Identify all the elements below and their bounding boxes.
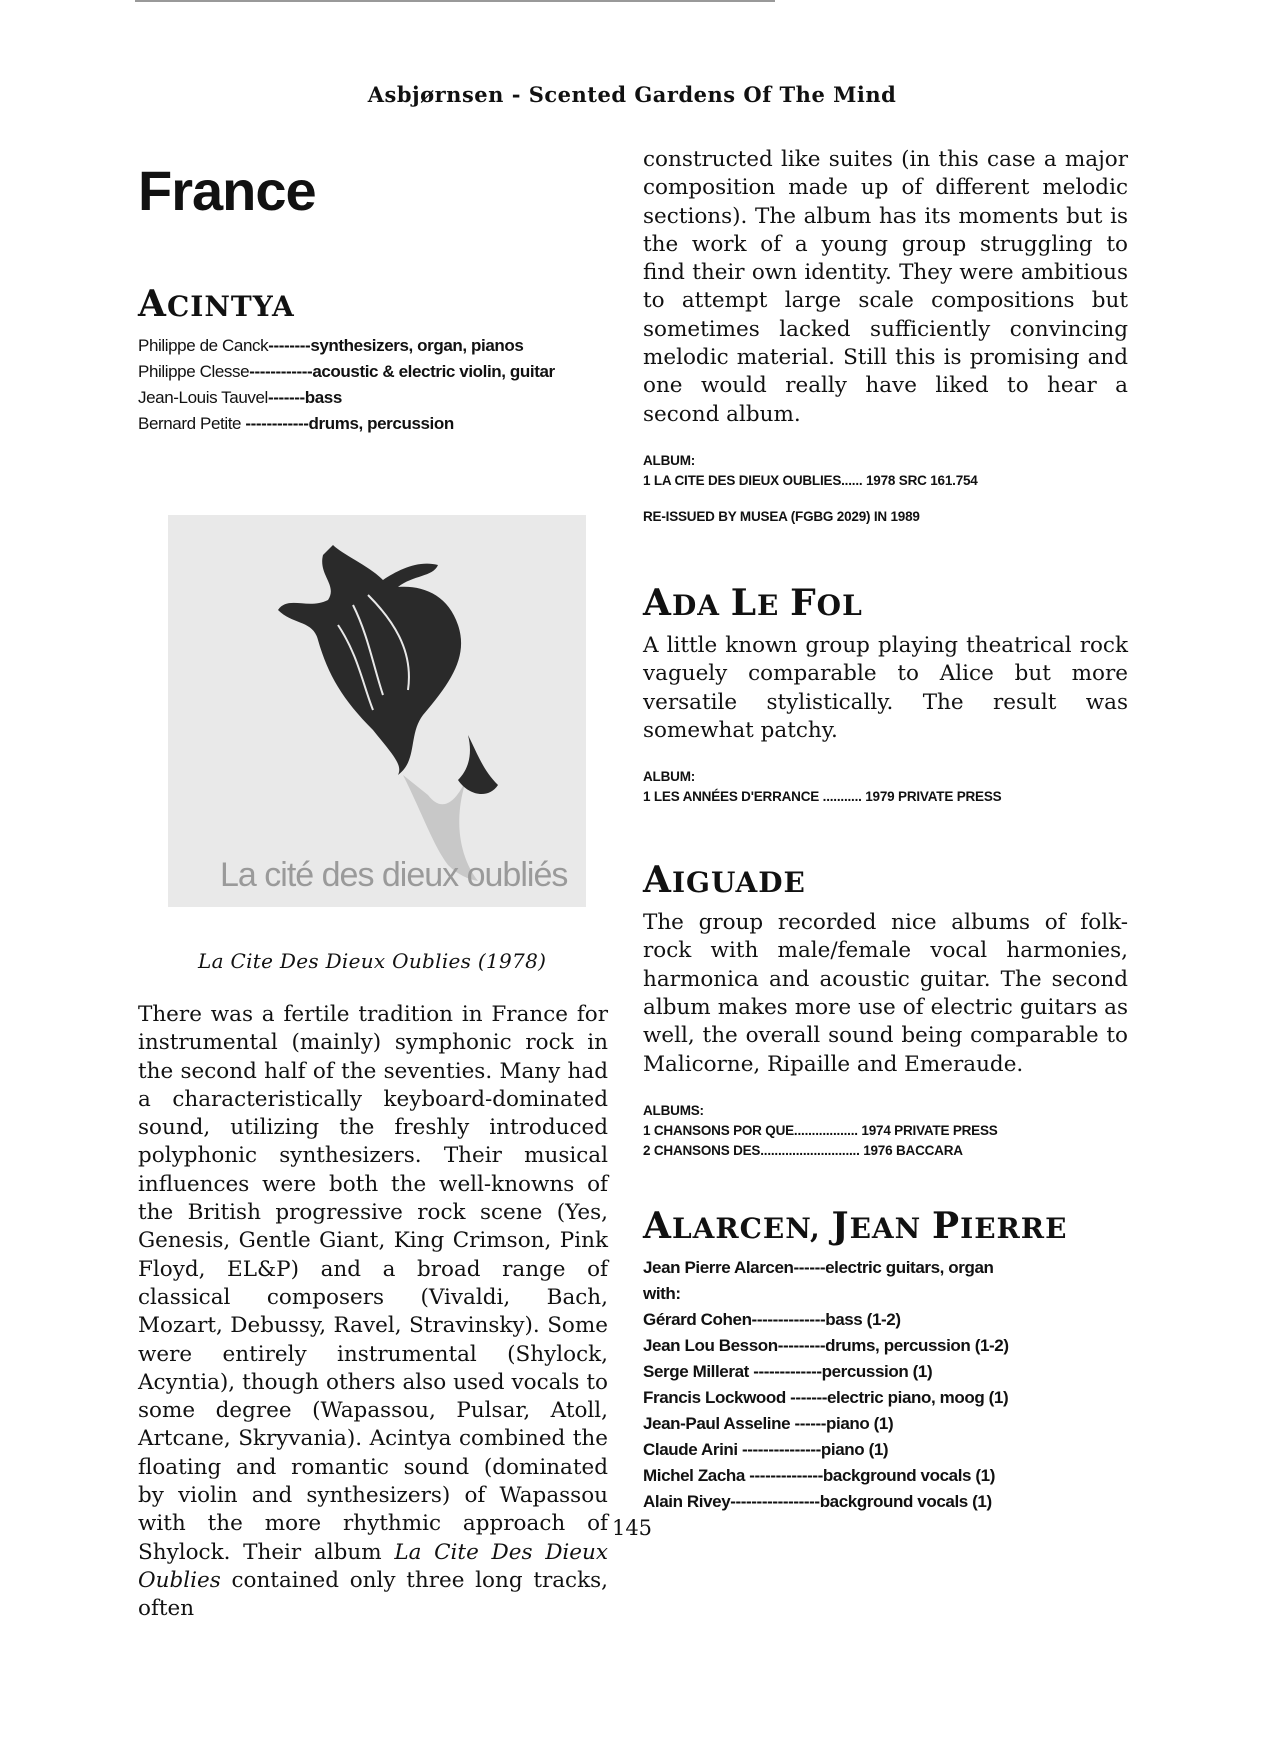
ada-le-fol-albums: ALBUM: 1 LES ANNÉES D'ERRANCE ........... 1979 PRIVATE PRESS: [643, 767, 1128, 807]
cover-title-text: La cité des dieux oubliés: [220, 856, 568, 894]
lineup-row: Michel Zacha --------------background vocals (1): [643, 1465, 995, 1485]
lineup-with: with:: [643, 1283, 681, 1303]
page-header: Asbjørnsen - Scented Gardens Of The Mind: [367, 82, 897, 107]
country-heading: France: [138, 159, 316, 222]
album-entry: 1 CHANSONS POR QUE.................. 1974 PRIVATE PRESS: [643, 1122, 998, 1138]
lineup-row: Claude Arini ---------------piano (1): [643, 1439, 889, 1459]
lineup-row: Jean Lou Besson---------drums, percussion (1-2): [643, 1335, 1009, 1355]
band-heading-ada-le-fol: ADA LE FOL: [643, 581, 863, 624]
album-entry: 1 LA CITE DES DIEUX OUBLIES...... 1978 SRC 161.754: [643, 472, 978, 488]
lineup-row: Francis Lockwood -------electric piano, moog (1): [643, 1387, 1009, 1407]
cover-artwork: [168, 515, 586, 907]
aiguade-albums: ALBUMS: 1 CHANSONS POR QUE.................. 1974 PRIVATE PRESS 2 CHANSONS DES............................ 1976 BACCARA: [643, 1101, 1128, 1161]
acintya-text-right: constructed like suites (in this case a major composition made up of different melodic sections). The album has its moments but is the work of a young group struggling to find their own identity. They were ambitious to attempt large scale compositions but sometimes lacked sufficiently convincing melodic material. Still this is promising and one would really have liked to hear a second album.: [643, 147, 1128, 427]
band-heading-acintya: [138, 283, 608, 325]
album-entry: 1 LES ANNÉES D'ERRANCE ........... 1979 PRIVATE PRESS: [643, 789, 1002, 805]
lineup-row: Philippe de Canck--------synthesizers, organ, pianos: [138, 336, 524, 355]
lineup-row: Bernard Petite ------------drums, percussion: [138, 414, 454, 433]
lineup-row: Serge Millerat -------------percussion (1): [643, 1361, 933, 1381]
acintya-albums: ALBUM: 1 LA CITE DES DIEUX OUBLIES...... 1978 SRC 161.754: [643, 451, 1128, 491]
band-name-rest: CINTYA: [166, 290, 295, 323]
right-column: [643, 146, 1128, 1515]
lineup-row: Gérard Cohen--------------bass (1-2): [643, 1309, 901, 1329]
album-entry: 2 CHANSONS DES............................ 1976 BACCARA: [643, 1142, 963, 1158]
lineup-row: Alain Rivey-----------------background vocals (1): [643, 1491, 992, 1511]
left-column: [138, 150, 608, 1624]
acintya-lineup: [138, 333, 608, 437]
lineup-row: Jean Pierre Alarcen------electric guitars, organ: [643, 1257, 994, 1277]
acintya-text-left: There was a fertile tradition in France for instrumental (mainly) symphonic rock in the second half of the seventies. Many had a characteristically keyboard-dominated sound, utilizing the freshly introduced polyphonic synthesizers. Their musical influences were both the well-knowns of the British progressive rock scene (Yes, Genesis, Gentle Giant, King Crimson, Pink Floyd, EL&P) and a broad range of classical composers (Vivaldi, Bach, Mozart, Debussy, Ravel, Stravinsky). Some were entirely instrumental (Shylock, Acyntia), though others also used vocals to some degree (Wapassou, Pulsar, Atoll, Artcane, Skryvania). Acintya combined the floating and romantic sound (dominated by violin and synthesizers) of Wapassou with the more rhythmic approach of Shylock. Their album La Cite Des Dieux Oublies contained only three long tracks, often: [138, 1002, 608, 1622]
band-heading-aiguade: AIGUADE: [643, 859, 806, 902]
aiguade-text: The group recorded nice albums of folk-rock with male/female vocal harmonies, harmonica and acoustic guitar. The second album makes more use of electric guitars as well, the overall sound being comparable to Malicorne, Ripaille and Emeraude.: [643, 910, 1128, 1077]
band-heading-alarcen: ALARCEN, JEAN PIERRE: [643, 1204, 1068, 1247]
reissue-note: RE-ISSUED BY MUSEA (FGBG 2029) IN 1989: [643, 508, 920, 524]
lineup-row: Philippe Clesse------------acoustic & electric violin, guitar: [138, 362, 555, 381]
cover-caption: La Cite Des Dieux Oublies (1978): [198, 949, 547, 973]
lineup-row: Jean-Louis Tauvel-------bass: [138, 388, 342, 407]
album-cover-image: [168, 515, 586, 907]
alarcen-lineup: [643, 1255, 1128, 1515]
page-number: 145: [611, 1516, 653, 1540]
top-rule: [135, 0, 775, 2]
ada-le-fol-text: A little known group playing theatrical rock vaguely comparable to Alice but more versatile stylistically. The result was somewhat patchy.: [643, 632, 1128, 743]
lineup-row: Jean-Paul Asseline ------piano (1): [643, 1413, 894, 1433]
band-initial: A: [138, 283, 167, 325]
